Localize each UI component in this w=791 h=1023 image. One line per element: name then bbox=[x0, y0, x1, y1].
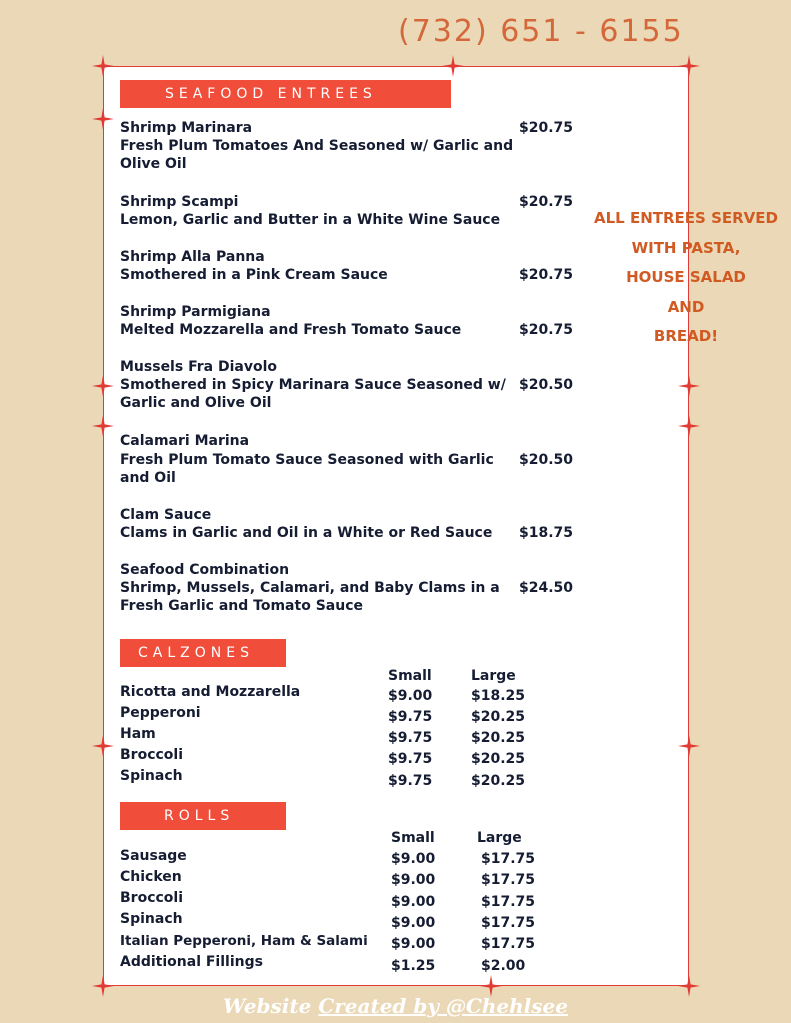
menu-item-name: Pepperoni bbox=[120, 705, 201, 721]
section-banner-calzones: CALZONES bbox=[120, 639, 286, 667]
menu-item-name: Calamari Marina bbox=[120, 433, 250, 449]
menu-item-name: Sausage bbox=[120, 848, 187, 864]
price-large: $18.25 bbox=[471, 688, 526, 704]
footer-prefix: Website bbox=[223, 994, 319, 1018]
price-small: $9.00 bbox=[391, 915, 436, 931]
note-line: AND bbox=[667, 297, 705, 316]
sparkle-star-icon bbox=[678, 375, 700, 397]
menu-item-name: Seafood Combination bbox=[120, 562, 290, 578]
menu-item-name: Shrimp Parmigiana bbox=[120, 304, 271, 320]
sparkle-star-icon bbox=[92, 415, 114, 437]
menu-item-name: Ricotta and Mozzarella bbox=[120, 684, 301, 700]
sparkle-star-icon bbox=[678, 735, 700, 757]
phone-number: (732) 651 - 6155 bbox=[398, 14, 684, 49]
price-large: $20.25 bbox=[471, 709, 526, 725]
menu-item-name: Broccoli bbox=[120, 890, 184, 906]
price-small: $1.25 bbox=[391, 958, 436, 974]
sparkle-star-icon bbox=[92, 108, 114, 130]
note-line: BREAD! bbox=[653, 327, 719, 345]
price-large: $17.75 bbox=[481, 851, 536, 867]
menu-item-name: Spinach bbox=[120, 768, 183, 784]
menu-item-price: $20.75 bbox=[519, 267, 574, 283]
menu-item-price: $20.75 bbox=[519, 322, 574, 338]
menu-item-name: Shrimp Scampi bbox=[120, 194, 239, 210]
note-line: WITH PASTA, bbox=[631, 238, 741, 257]
footer-credit-link[interactable]: Created by @Chehlsee bbox=[318, 994, 568, 1018]
price-small: $9.00 bbox=[391, 851, 436, 867]
column-header-small: Small bbox=[388, 668, 432, 684]
menu-item-desc: Clams in Garlic and Oil in a White or Red Sauce bbox=[120, 525, 493, 541]
sparkle-star-icon bbox=[92, 375, 114, 397]
price-small: $9.00 bbox=[391, 872, 436, 888]
menu-item-name: Additional Fillings bbox=[120, 954, 263, 970]
menu-item-desc: Smothered in Spicy Marinara Sauce Seasoned w/ Garlic and Olive Oil bbox=[120, 377, 506, 411]
menu-item-desc: Melted Mozzarella and Fresh Tomato Sauce bbox=[120, 322, 462, 338]
price-small: $9.75 bbox=[388, 773, 433, 789]
section-banner-seafood: SEAFOOD ENTREES bbox=[120, 80, 451, 108]
menu-item-desc: Lemon, Garlic and Butter in a White Wine Sauce bbox=[120, 212, 501, 228]
column-header-small: Small bbox=[391, 830, 435, 846]
menu-item-name: Chicken bbox=[120, 869, 182, 885]
menu-item-name: Clam Sauce bbox=[120, 507, 212, 523]
price-small: $9.00 bbox=[388, 688, 433, 704]
section-banner-rolls: ROLLS bbox=[120, 802, 286, 830]
menu-item-desc: Fresh Plum Tomatoes And Seasoned w/ Garlic and Olive Oil bbox=[120, 138, 514, 172]
price-large: $17.75 bbox=[481, 894, 536, 910]
column-header-large: Large bbox=[477, 830, 522, 846]
menu-item-name: Shrimp Marinara bbox=[120, 120, 253, 136]
menu-item-name: Spinach bbox=[120, 911, 183, 927]
price-small: $9.00 bbox=[391, 936, 436, 952]
sparkle-star-icon bbox=[442, 55, 464, 77]
menu-item-name: Ham bbox=[120, 726, 156, 742]
entrees-note bbox=[584, 204, 788, 352]
menu-item-desc: Shrimp, Mussels, Calamari, and Baby Clams in a Fresh Garlic and Tomato Sauce bbox=[120, 580, 500, 614]
column-header-large: Large bbox=[471, 668, 516, 684]
sparkle-star-icon bbox=[678, 55, 700, 77]
price-large: $20.25 bbox=[471, 730, 526, 746]
sparkle-star-icon bbox=[92, 735, 114, 757]
note-line: ALL ENTREES SERVED bbox=[594, 209, 778, 227]
sparkle-star-icon bbox=[92, 55, 114, 77]
price-large: $2.00 bbox=[481, 958, 526, 974]
price-large: $20.25 bbox=[471, 773, 526, 789]
price-small: $9.00 bbox=[391, 894, 436, 910]
price-small: $9.75 bbox=[388, 709, 433, 725]
menu-item-desc: Fresh Plum Tomato Sauce Seasoned with Garlic and Oil bbox=[120, 452, 494, 486]
price-large: $20.25 bbox=[471, 751, 526, 767]
menu-item-name: Shrimp Alla Panna bbox=[120, 249, 265, 265]
menu-item-name: Mussels Fra Diavolo bbox=[120, 359, 277, 375]
note-line: HOUSE SALAD bbox=[626, 268, 746, 286]
price-large: $17.75 bbox=[481, 915, 536, 931]
menu-item-name: Italian Pepperoni, Ham & Salami bbox=[120, 933, 368, 949]
price-large: $17.75 bbox=[481, 872, 536, 888]
menu-item-desc: Smothered in a Pink Cream Sauce bbox=[120, 267, 388, 283]
price-small: $9.75 bbox=[388, 730, 433, 746]
sparkle-star-icon bbox=[678, 415, 700, 437]
menu-item-name: Broccoli bbox=[120, 747, 184, 763]
menu-item-price: $20.75 bbox=[519, 194, 574, 210]
menu-item-price: $20.50 bbox=[519, 377, 574, 393]
menu-item-price: $20.50 bbox=[519, 452, 574, 468]
menu-item-price: $18.75 bbox=[519, 525, 574, 541]
price-small: $9.75 bbox=[388, 751, 433, 767]
menu-item-price: $24.50 bbox=[519, 580, 574, 596]
price-large: $17.75 bbox=[481, 936, 536, 952]
footer-credit bbox=[0, 994, 791, 1018]
menu-item-price: $20.75 bbox=[519, 120, 574, 136]
